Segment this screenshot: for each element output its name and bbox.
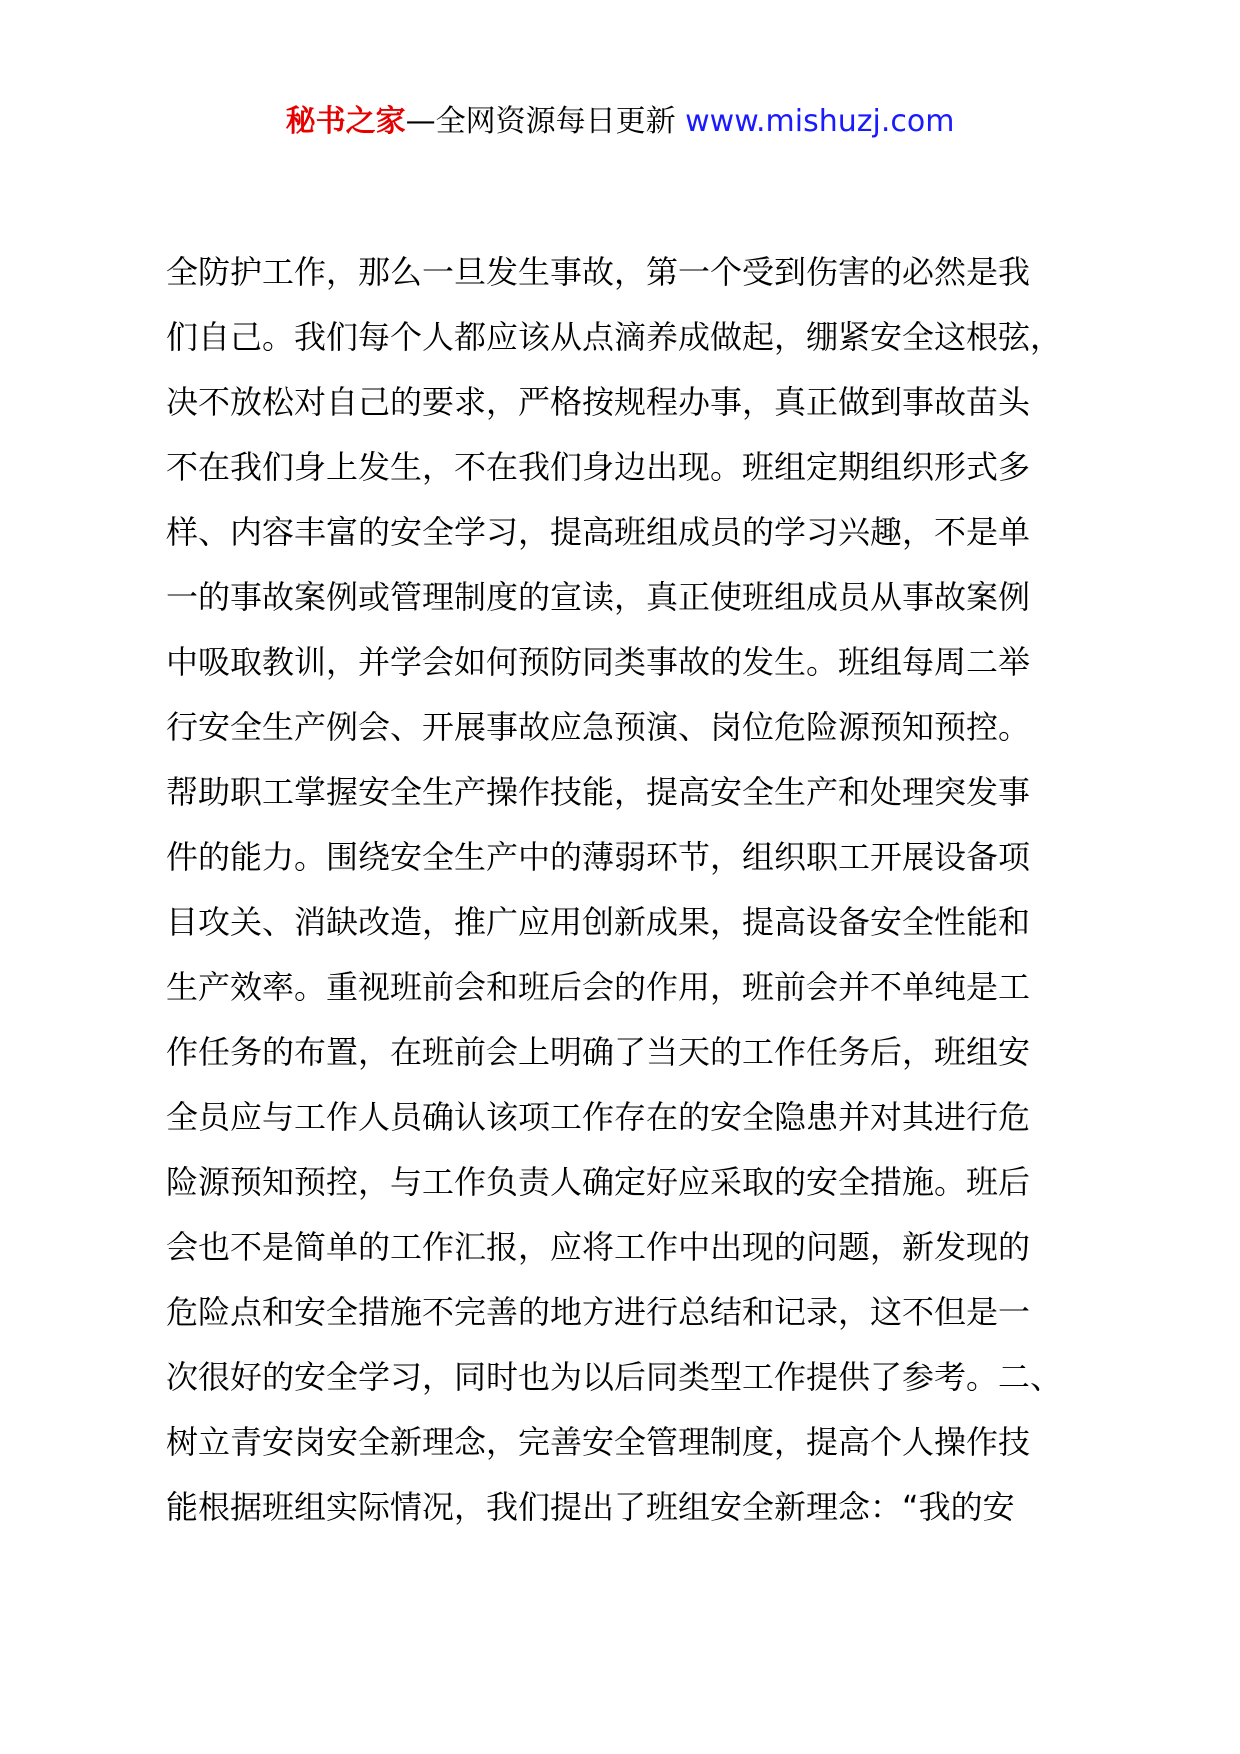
body-line: 一的事故案例或管理制度的宣读，真正使班组成员从事故案例	[166, 578, 1031, 616]
body-line: 险源预知预控，与工作负责人确定好应采取的安全措施。班后	[166, 1163, 1031, 1201]
body-line: 目攻关、消缺改造，推广应用创新成果，提高设备安全性能和	[166, 903, 1031, 941]
body-line: 们自己。我们每个人都应该从点滴养成做起，绷紧安全这根弦，	[166, 318, 1063, 356]
body-line: 帮助职工掌握安全生产操作技能，提高安全生产和处理突发事	[166, 773, 1031, 811]
body-line: 中吸取教训，并学会如何预防同类事故的发生。班组每周二举	[166, 643, 1031, 681]
body-line: 决不放松对自己的要求，严格按规程办事，真正做到事故苗头	[166, 383, 1031, 421]
site-url-link[interactable]: www.mishuzj.com	[685, 104, 955, 139]
body-line: 行安全生产例会、开展事故应急预演、岗位危险源预知预控。	[166, 708, 1031, 746]
body-line: 危险点和安全措施不完善的地方进行总结和记录，这不但是一	[166, 1293, 1031, 1331]
body-line: 次很好的安全学习，同时也为以后同类型工作提供了参考。二、	[166, 1358, 1063, 1396]
document-body	[166, 240, 1126, 1540]
body-line: 全员应与工作人员确认该项工作存在的安全隐患并对其进行危	[166, 1098, 1031, 1136]
body-line: 会也不是简单的工作汇报，应将工作中出现的问题，新发现的	[166, 1228, 1031, 1266]
header-tagline: —全网资源每日更新	[405, 104, 686, 139]
body-line: 不在我们身上发生，不在我们身边出现。班组定期组织形式多	[166, 448, 1031, 486]
body-line: 全防护工作，那么一旦发生事故，第一个受到伤害的必然是我	[166, 253, 1031, 291]
brand-name: 秘书之家	[285, 104, 406, 139]
page-header	[0, 100, 1240, 144]
body-line: 件的能力。围绕安全生产中的薄弱环节，组织职工开展设备项	[166, 838, 1031, 876]
body-line: 样、内容丰富的安全学习，提高班组成员的学习兴趣，不是单	[166, 513, 1031, 551]
body-line: 生产效率。重视班前会和班后会的作用，班前会并不单纯是工	[166, 968, 1031, 1006]
body-line: 作任务的布置，在班前会上明确了当天的工作任务后，班组安	[166, 1033, 1031, 1071]
body-line: 能根据班组实际情况，我们提出了班组安全新理念：“我的安	[166, 1488, 1015, 1526]
body-line: 树立青安岗安全新理念，完善安全管理制度，提高个人操作技	[166, 1423, 1031, 1461]
